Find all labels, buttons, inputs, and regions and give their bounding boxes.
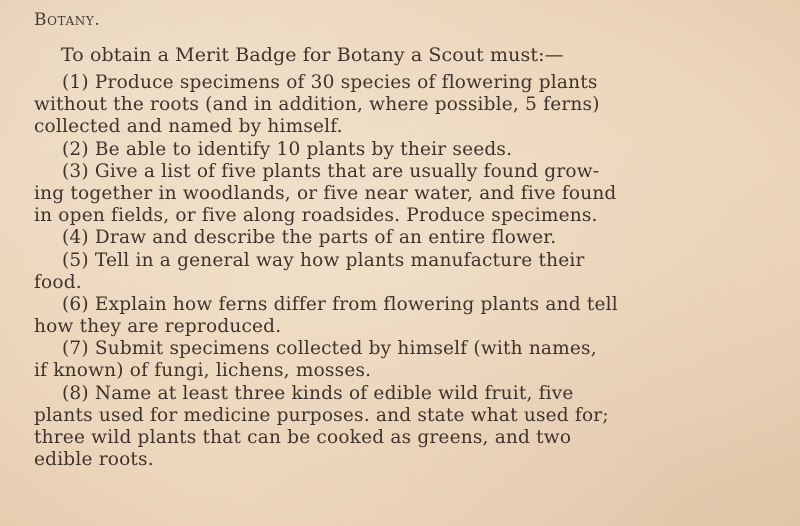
requirement-line: collected and named by himself. [34, 116, 343, 138]
requirement-line: how they are reproduced. [34, 316, 282, 338]
requirement-line: (3) Give a list of five plants that are usually found grow- [62, 160, 600, 182]
requirement-item [0, 383, 800, 472]
requirement-line: three wild plants that can be cooked as greens, and two [34, 427, 572, 448]
requirement-item [0, 161, 800, 228]
requirement-line: food. [34, 271, 82, 293]
requirement-item [0, 294, 800, 338]
requirement-line: edible roots. [34, 449, 154, 471]
requirement-line: (5) Tell in a general way how plants manufacture their [62, 249, 585, 271]
requirement-item [0, 338, 800, 382]
requirement-line: if known) of fungi, lichens, mosses. [34, 360, 372, 382]
requirement-line: (2) Be able to identify 10 plants by their seeds. [62, 138, 513, 160]
requirement-line: (7) Submit specimens collected by himself (with names, [62, 338, 597, 360]
requirement-line: without the roots (and in addition, where possible, 5 ferns) [34, 94, 600, 116]
requirement-item [0, 139, 800, 161]
requirements-list [0, 72, 800, 471]
requirement-line: plants used for medicine purposes. and state what used for; [34, 404, 609, 426]
requirement-line: (1) Produce specimens of 30 species of flowering plants [62, 72, 598, 93]
requirement-item [0, 72, 800, 139]
requirement-item [0, 250, 800, 294]
requirement-item [0, 227, 800, 249]
requirement-line: (4) Draw and describe the parts of an entire flower. [62, 227, 557, 249]
requirement-line: (6) Explain how ferns differ from flowering plants and tell [62, 293, 618, 315]
section-heading: Botany. [34, 10, 101, 30]
requirement-line: ing together in woodlands, or five near water, and five found [34, 182, 617, 204]
requirement-line: in open fields, or five along roadsides. Produce specimens. [34, 205, 598, 227]
intro-text: To obtain a Merit Badge for Botany a Scout must:— [61, 44, 564, 66]
requirement-line: (8) Name at least three kinds of edible wild fruit, five [62, 382, 574, 404]
